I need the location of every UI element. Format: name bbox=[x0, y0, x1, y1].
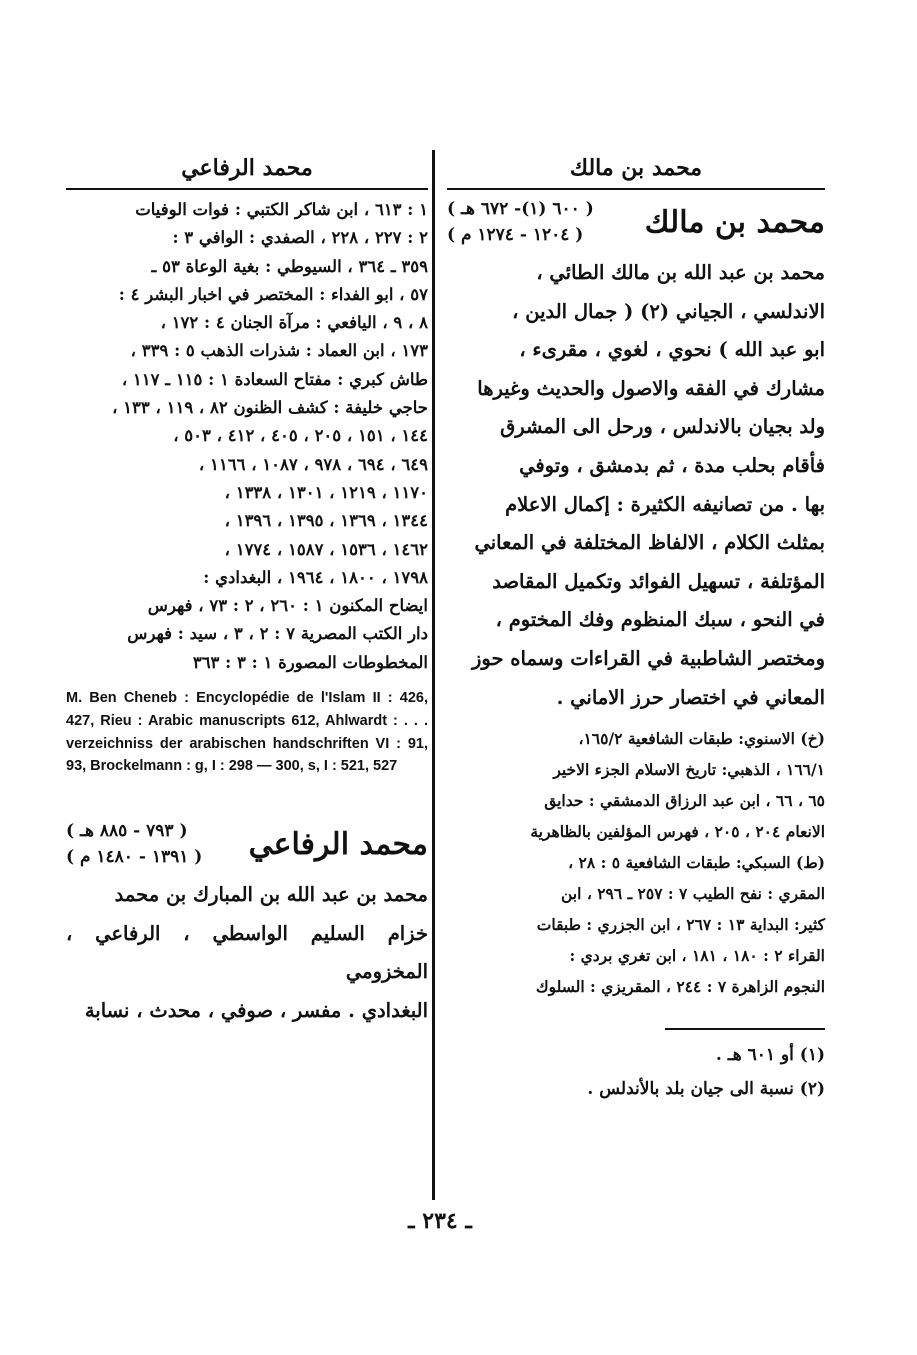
dates-ad: ( ١٣٩١ - ١٤٨٠ م ) bbox=[66, 847, 203, 868]
latin-references: M. Ben Cheneb : Encyclopédie de l'Islam II : 426, 427, Rieu : Arabic manuscripts 612, Ahlwardt : . . . verzeichniss der arabischen handschriften VI : 91, 93, Brockelmann : g, I : 298 — 300, s, I : 521, 527 bbox=[66, 690, 428, 775]
source-line: كثير: البداية ١٣ : ٢٦٧ ، ابن الجزري : طبقات bbox=[536, 915, 825, 935]
dates-hijri: ( ٦٠٠ (١)- ٦٧٢ هـ ) bbox=[447, 199, 594, 219]
body-line: المؤتلفة ، تسهيل الفوائد وتكميل المقاصد bbox=[492, 569, 825, 593]
source-line: ٦٥ ، ٦٦ ، ابن عبد الرزاق الدمشقي : حدايق bbox=[544, 791, 825, 811]
body-line: ومختصر الشاطبية في القراءات وسماه حوز bbox=[471, 646, 825, 670]
source-line: ١١٧٠ ، ١٢١٩ ، ١٣٠١ ، ١٣٣٨ ، bbox=[224, 482, 428, 502]
body-line: بمثلث الكلام ، الالفاظ المختلفة في المعاني bbox=[474, 531, 825, 555]
continued-sources bbox=[66, 196, 428, 677]
source-line: ٣٥٩ ـ ٣٦٤ ، السيوطي : بغية الوعاة ٥٣ ـ bbox=[151, 256, 428, 276]
body-line: فأقام بحلب مدة ، ثم بدمشق ، وتوفي bbox=[519, 453, 825, 477]
source-line: طاش كبري : مفتاح السعادة ١ : ١١٥ ـ ١١٧ ، bbox=[121, 369, 428, 389]
source-line: النجوم الزاهرة ٧ : ٢٤٤ ، المقريزي : السلوك bbox=[535, 977, 825, 997]
source-line: (ط) السبكي: طبقات الشافعية ٥ : ٢٨ ، bbox=[568, 853, 825, 873]
body-line: المعاني في اختصار حرز الاماني . bbox=[556, 685, 825, 709]
column-divider bbox=[432, 150, 435, 1200]
source-line: (خ) الاسنوي: طبقات الشافعية ١٦٥/٢، bbox=[578, 729, 825, 749]
body-line: محمد بن عبد الله بن المبارك بن محمد bbox=[114, 883, 428, 907]
body-line: مشارك في الفقه والاصول والحديث وغيرها bbox=[477, 376, 825, 400]
footnote-rule bbox=[665, 1028, 825, 1030]
source-line: ايضاح المكنون ١ : ٢٦٠ ، ٢ : ٧٣ ، فهرس bbox=[147, 596, 428, 616]
body-line: محمد بن عبد الله بن مالك الطائي ، bbox=[536, 261, 825, 284]
footnote: (١) أو ٦٠١ هـ . bbox=[715, 1045, 825, 1066]
entry-body bbox=[66, 876, 428, 1030]
entry-sources bbox=[447, 723, 825, 1002]
source-line: المقري : نفح الطيب ٧ : ٢٥٧ ـ ٢٩٦ ، ابن bbox=[561, 884, 825, 904]
source-line: ١٣٤٤ ، ١٣٦٩ ، ١٣٩٥ ، ١٣٩٦ ، bbox=[224, 511, 428, 531]
source-line: ٢ : ٢٢٧ ، ٢٢٨ ، الصفدي : الوافي ٣ : bbox=[172, 228, 428, 248]
right-column bbox=[447, 150, 825, 1106]
source-line: المخطوطات المصورة ١ : ٣ : ٣٦٣ bbox=[192, 652, 428, 672]
source-line: حاجي خليفة : كشف الظنون ٨٢ ، ١١٩ ، ١٣٣ ، bbox=[112, 398, 428, 418]
entry-heading-ibn-malik bbox=[447, 196, 825, 248]
footnotes bbox=[447, 1038, 825, 1106]
body-line: الاندلسي ، الجياني (٢) ( جمال الدين ، bbox=[512, 299, 825, 323]
body-line: بها . من تصانيفه الكثيرة : إكمال الاعلام bbox=[505, 492, 825, 516]
source-line: ١٧٩٨ ، ١٨٠٠ ، ١٩٦٤ ، البغدادي : bbox=[203, 567, 428, 587]
running-header-left: محمد الرفاعي bbox=[66, 150, 428, 190]
page-number: ـ ٢٣٤ ـ bbox=[408, 1208, 472, 1234]
source-line: ١٧٣ ، ابن العماد : شذرات الذهب ٥ : ٣٣٩ ، bbox=[130, 341, 428, 361]
body-line: البغدادي . مفسر ، صوفي ، محدث ، نسابة bbox=[84, 999, 428, 1023]
source-line: ٨ ، ٩ ، اليافعي : مرآة الجنان ٤ : ١٧٢ ، bbox=[160, 313, 428, 333]
body-line: خزام السليم الواسطي ، الرفاعي ، المخزومي bbox=[66, 921, 428, 984]
entry-dates bbox=[66, 818, 202, 870]
footnote: (٢) نسبة الى جيان بلد بالأندلس . bbox=[587, 1079, 825, 1100]
source-line: ٦٤٩ ، ٦٩٤ ، ٩٧٨ ، ١٠٨٧ ، ١١٦٦ ، bbox=[198, 454, 428, 474]
source-line: ١٦٦/١ ، الذهبي: تاريخ الاسلام الجزء الاخير bbox=[553, 760, 825, 780]
source-line: ١٤٤ ، ١٥١ ، ٢٠٥ ، ٤٠٥ ، ٤١٢ ، ٥٠٣ ، bbox=[173, 426, 428, 446]
entry-heading-rifai bbox=[66, 818, 428, 870]
left-column bbox=[66, 150, 428, 1031]
entry-name: محمد بن مالك bbox=[644, 204, 825, 240]
source-line: ١ : ٦١٣ ، ابن شاكر الكتبي : فوات الوفيات bbox=[135, 200, 428, 219]
source-line: الانعام ٢٠٤ ، ٢٠٥ ، فهرس المؤلفين بالظاهرية bbox=[530, 822, 825, 842]
source-line: ٥٧ ، ابو الفداء : المختصر في اخبار البشر ٤ : bbox=[118, 284, 428, 304]
running-header-right: محمد بن مالك bbox=[447, 150, 825, 190]
dates-hijri: ( ٧٩٣ - ٨٨٥ هـ ) bbox=[66, 821, 188, 842]
dates-ad: ( ١٢٠٤ - ١٢٧٤ م ) bbox=[447, 225, 584, 245]
source-line: دار الكتب المصرية ٧ : ٢ ، ٣ ، سيد : فهرس bbox=[127, 624, 428, 644]
source-line: القراء ٢ : ١٨٠ ، ١٨١ ، ابن تغري بردي : bbox=[569, 946, 825, 966]
entry-body bbox=[447, 254, 825, 717]
source-line: ١٤٦٢ ، ١٥٣٦ ، ١٥٨٧ ، ١٧٧٤ ، bbox=[224, 539, 428, 559]
body-line: ولد بجيان بالاندلس ، ورحل الى المشرق bbox=[500, 415, 825, 439]
body-line: في النحو ، سبك المنظوم وفك المختوم ، bbox=[495, 608, 825, 632]
entry-name: محمد الرفاعي bbox=[248, 826, 428, 862]
entry-dates bbox=[447, 196, 594, 248]
body-line: ابو عبد الله ) نحوي ، لغوي ، مقرىء ، bbox=[519, 338, 825, 362]
